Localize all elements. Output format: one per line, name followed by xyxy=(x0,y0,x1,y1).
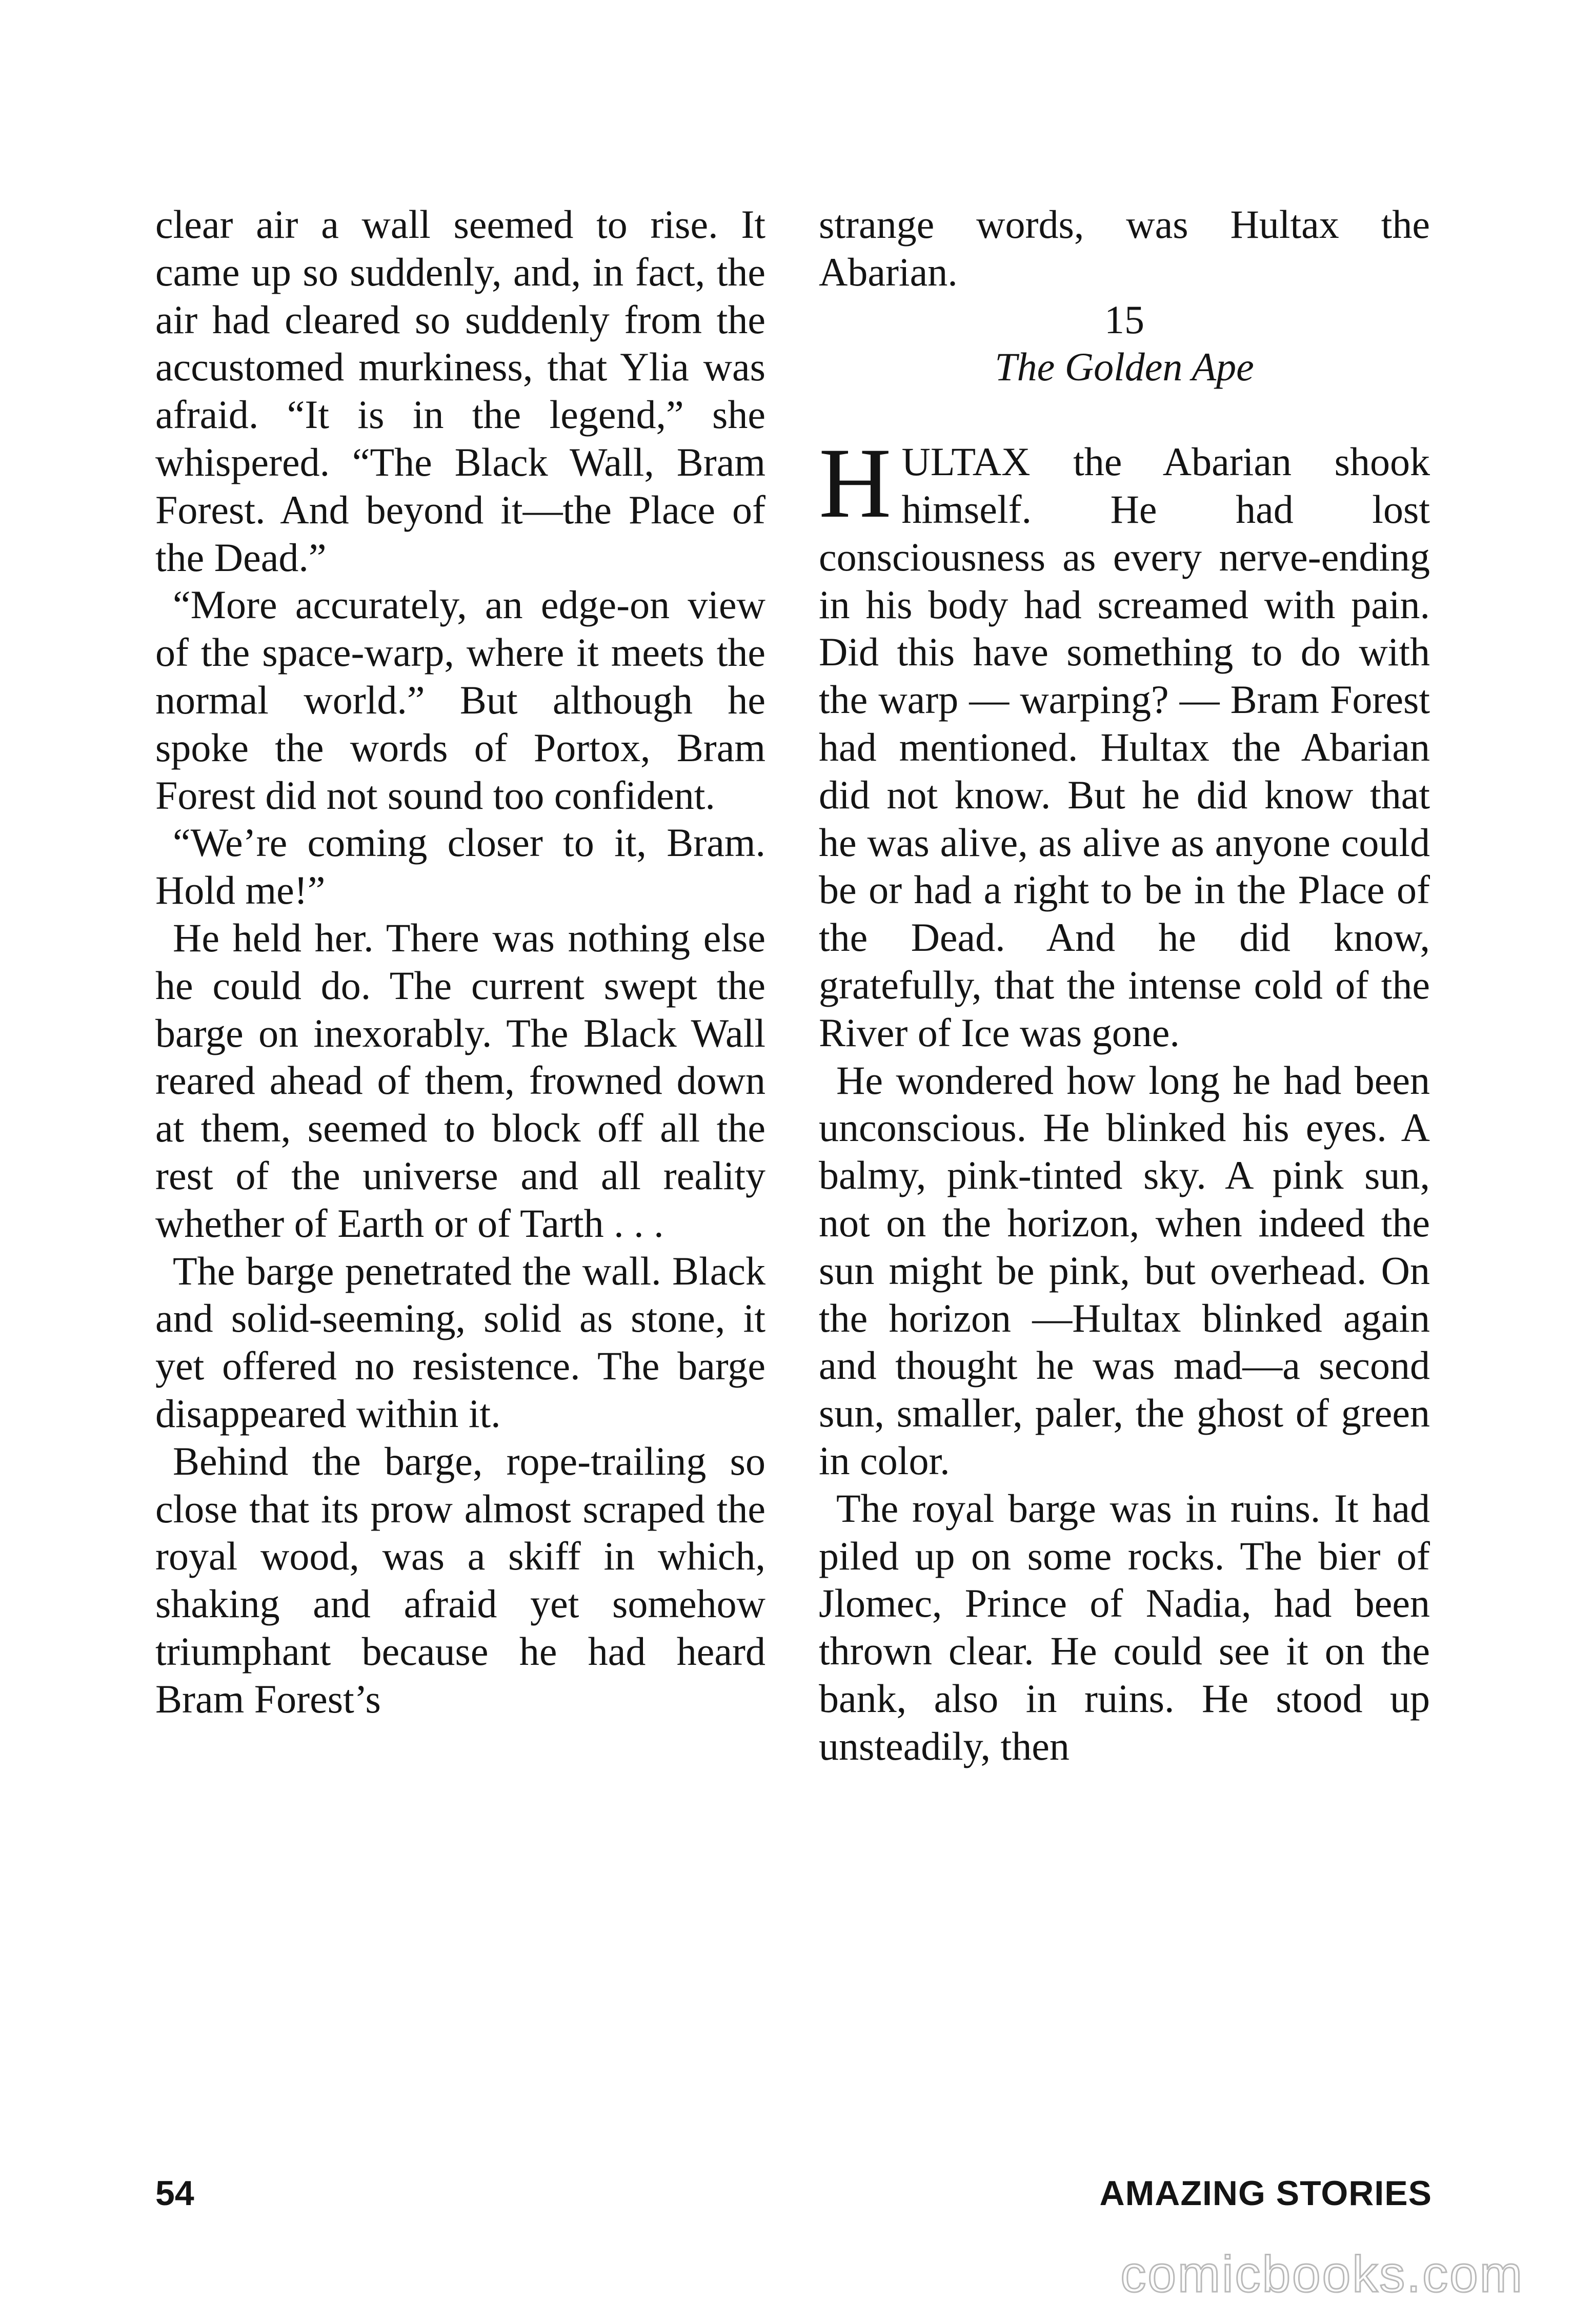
page-number: 54 xyxy=(155,2174,194,2213)
chapter-opening-text: ULTAX the Abarian shook himself. He had lost consciousness as every nerve-ending in his body had screamed with pain. Did this have something to do with the warp — warping? — Bram Forest had mentioned. Hultax the Abarian did not know. But he did know that he was alive, as alive as anyone could be or had a right to be in the Place of the Dead. And he did know, gratefully, that the intense cold of the River of Ice was gone. xyxy=(819,439,1430,1055)
body-paragraph: The barge penetrated the wall. Black and solid-seeming, solid as stone, it yet offered no resistence. The barge disappeared within it. xyxy=(155,1248,765,1436)
body-paragraph: “We’re coming closer to it, Bram. Hold me!” xyxy=(155,820,765,913)
right-column xyxy=(819,201,1430,1770)
chapter-opening-paragraph xyxy=(819,427,1430,1056)
running-footer-title: AMAZING STORIES xyxy=(1099,2174,1432,2213)
chapter-title: The Golden Ape xyxy=(995,344,1254,390)
body-paragraph: Behind the barge, rope-trailing so close that its prow almost scraped the royal wood, was a skiff in which, shaking and afraid yet somehow triumphant because he had heard Bram Forest’s xyxy=(155,1438,765,1721)
continued-paragraph: strange words, was Hultax the Abarian. xyxy=(819,202,1430,294)
drop-cap-letter: H xyxy=(819,427,892,539)
chapter-number: 15 xyxy=(1104,297,1144,342)
watermark: comicbooks.com xyxy=(1120,2246,1524,2303)
body-paragraph: clear air a wall seemed to rise. It came up so suddenly, and, in fact, the air had cleared so suddenly from the accustomed murkiness, that Ylia was afraid. “It is in the legend,” she whispered. “The Black Wall, Bram Forest. And beyond it—the Place of the Dead.” xyxy=(155,202,765,580)
body-paragraph: “More accurately, an edge-on view of the space-warp, where it meets the normal world.” But although he spoke the words of Portox, Bram Forest did not sound too confident. xyxy=(155,582,765,818)
body-paragraph: He held her. There was nothing else he could do. The current swept the barge on inexorably. The Black Wall reared ahead of them, frowned down at them, seemed to block off all the rest of the universe and all reality whether of Earth or of Tarth . . . xyxy=(155,915,765,1246)
left-column xyxy=(155,201,765,1723)
body-paragraph: He wondered how long he had been unconscious. He blinked his eyes. A balmy, pink-tinted sky. A pink sun, not on the horizon, when indeed the sun might be pink, but overhead. On the horizon —Hultax blinked again and thought he was mad—a second sun, smaller, paler, the ghost of green in color. xyxy=(819,1057,1430,1483)
body-paragraph: The royal barge was in ruins. It had piled up on some rocks. The bier of Jlomec, Prince of Nadia, had been thrown clear. He could see it on the bank, also in ruins. He stood up unsteadily, then xyxy=(819,1485,1430,1768)
